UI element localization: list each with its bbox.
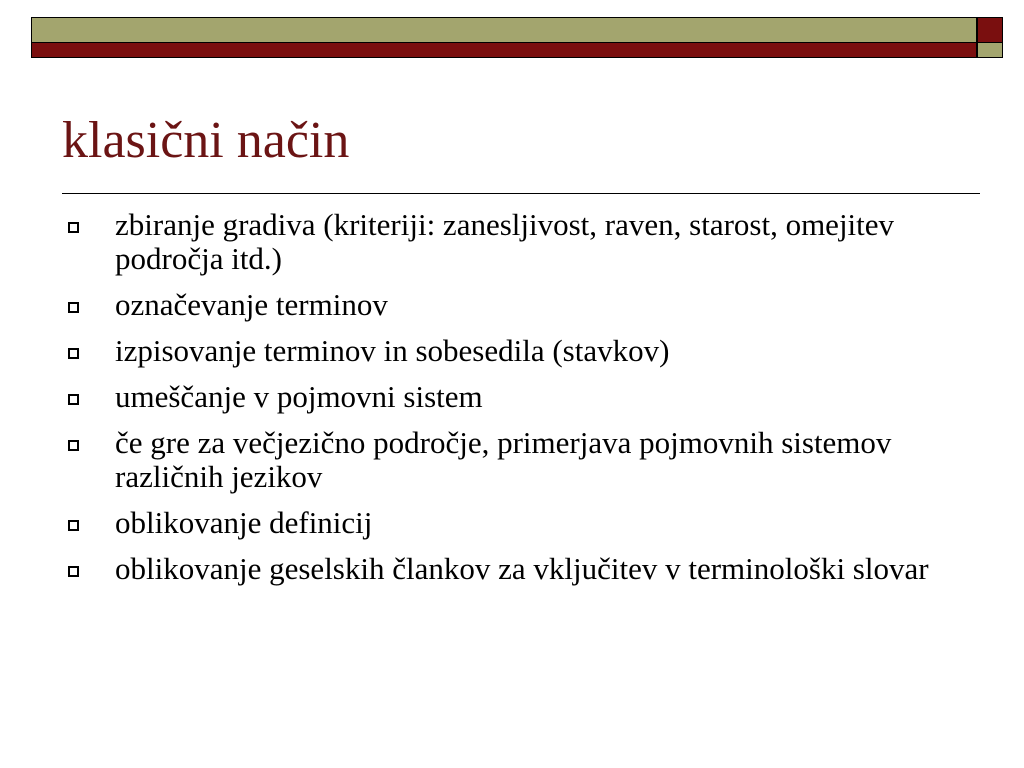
list-item-text: umeščanje v pojmovni sistem [115, 379, 483, 414]
bullet-list [62, 208, 982, 598]
title-divider [62, 193, 980, 194]
list-item-text: zbiranje gradiva (kriteriji: zanesljivost, raven, starost, omejitev področja itd.) [115, 207, 895, 276]
slide-title: klasični način [62, 112, 350, 169]
hollow-square-icon [68, 520, 79, 531]
hollow-square-icon [68, 348, 79, 359]
list-item [62, 506, 982, 540]
list-item-text: označevanje terminov [115, 287, 388, 322]
list-item [62, 288, 982, 322]
hollow-square-icon [68, 222, 79, 233]
header-decoration-olive-bar [31, 17, 977, 43]
hollow-square-icon [68, 566, 79, 577]
header-decoration-maroon-bar [31, 43, 977, 58]
list-item-text: če gre za večjezično področje, primerjava pojmovnih sistemov različnih jezikov [115, 425, 892, 494]
header-decoration-maroon-square [977, 17, 1003, 43]
header-decoration-olive-square [977, 43, 1003, 58]
list-item-text: oblikovanje geselskih člankov za vključitev v terminološki slovar [115, 551, 929, 586]
list-item [62, 208, 982, 276]
list-item [62, 380, 982, 414]
list-item-text: oblikovanje definicij [115, 505, 373, 540]
hollow-square-icon [68, 302, 79, 313]
hollow-square-icon [68, 394, 79, 405]
list-item [62, 334, 982, 368]
list-item-text: izpisovanje terminov in sobesedila (stavkov) [115, 333, 670, 368]
list-item [62, 552, 982, 586]
hollow-square-icon [68, 440, 79, 451]
list-item [62, 426, 982, 494]
